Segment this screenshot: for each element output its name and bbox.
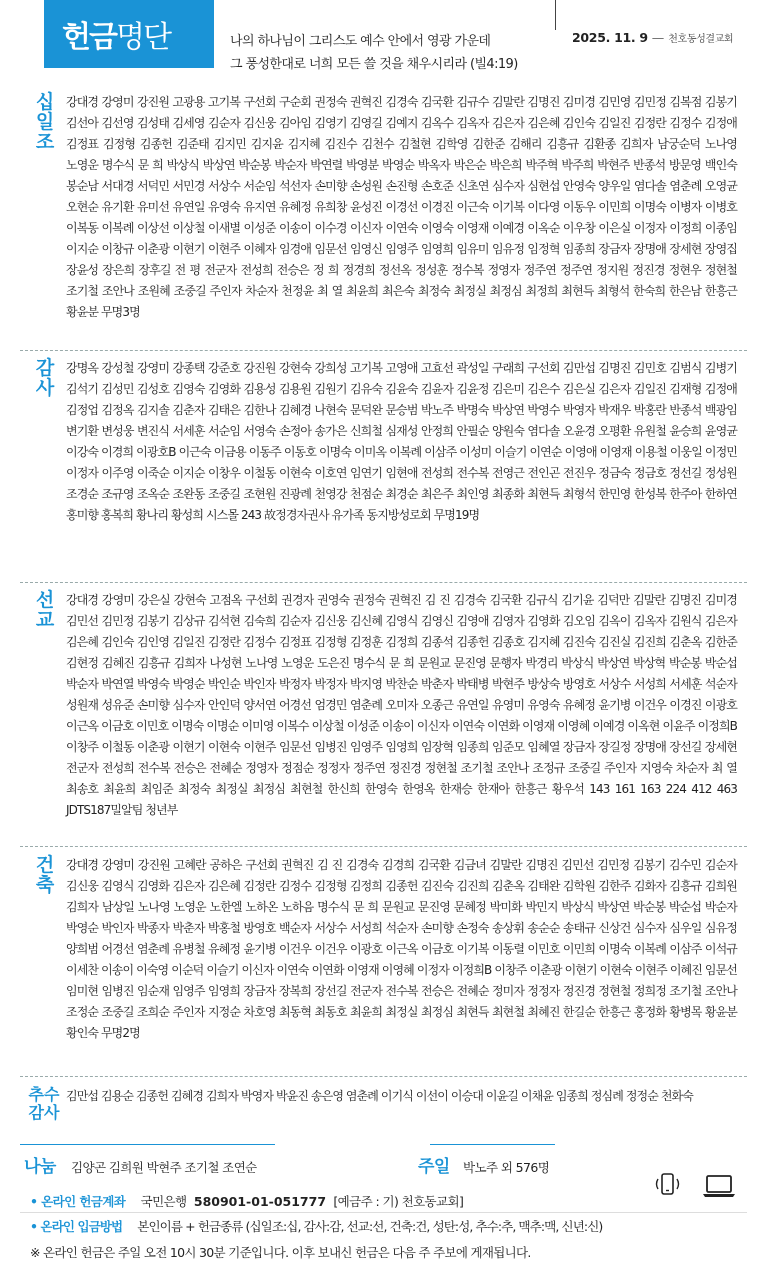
- section-label-thanks: 감사: [35, 357, 55, 399]
- header: [0, 0, 767, 78]
- account-holder: [예금주 : 기) 천호동교회]: [333, 1194, 464, 1209]
- bulletin-date: 2025. 11. 9: [572, 30, 648, 45]
- account-number: 580901-01-051777: [193, 1194, 327, 1209]
- date-dash: —: [651, 30, 665, 45]
- page-title: [44, 0, 214, 68]
- sharing-row: [24, 1152, 257, 1177]
- weekly-label: 주일: [418, 1157, 450, 1177]
- thanks-names: 강명옥 강성철 강영미 강종택 강준호 강진원 강현숙 강희성 고기복 고영애 고효선 곽성일 구래희 구선회 김만섭 김명진 김민호 김범식 김병기 김석기 김성민 김성호 김영숙 김영화 김용성 김용원 김원기 김유숙 김윤숙 김윤자 김윤정 김은미 김은수 김은실 김은자 김일진 김재형 김정애 김정업 김정옥 김지솔 김춘자 김태은 김한나 김혜경 나현숙 문덕완 문승범 박노주 박명숙 박상연 박영수 박영자 박재우 박홍란 반종석 백광임 변기환 변성웅 변진식 서세훈 서순임 서영숙 손정아 송가은 신희철 심재성 안정희 안필순 양원숙 염다솔 오윤경 오평환 유원철 윤승희 윤영균 이강숙 이경희 이광호B 이근숙 이금용 이동주 이동호 이명숙 이미옥 이복례 이삼주 이성미 이슬기 이연순 이영애 이영재 이용철 이웅일 이정민 이정자 이주영 이죽순 이지순 이창우 이철동 이현숙 이호연 임연기 임현애 전성희 전수복 전영근 전인곤 전진우 정금숙 정금호 정선길 정성원 조경순 조규영 조옥순 조완동 조중길 조현원 진광례 천영강 천점순 최경순 최은주 최인영 최종화 최현득 최형석 한민영 한성복 한주아 한하연 홍미향 홍복희 황나리 황성희 시스몰 243 故정경자권사 유가족 동지방성로회 무명19명: [66, 361, 737, 522]
- method-label: • 온라인 입금방법: [30, 1219, 123, 1234]
- title-light: 명단: [115, 20, 170, 55]
- sharing-rule: [20, 1144, 275, 1145]
- divider: [20, 1076, 747, 1077]
- header-divider: [555, 0, 556, 30]
- scripture-verse: [230, 30, 550, 76]
- account-bank: 국민은행: [140, 1194, 187, 1209]
- autumn-names: 김만섭 김용순 김종헌 김혜경 김희자 박영자 박윤진 송은영 염춘례 이기식 이선이 이승대 이윤길 이채윤 임종희 정심례 정정순 천화숙: [66, 1089, 693, 1103]
- church-name: 천호동성결교회: [668, 34, 734, 45]
- account-label: • 온라인 헌금계좌: [30, 1194, 126, 1209]
- section-label-mission: 선교: [35, 589, 55, 631]
- tithe-names: 강대경 강영미 강진원 고광용 고기복 구선회 구순회 권정숙 권혁진 김경숙 김국환 김규수 김말란 김명진 김미경 김민영 김민정 김복점 김봉기 김선아 김선영 김성태 김세영 김순자 김신웅 김아임 김영기 김영길 김예지 김옥수 김옥자 김은자 김은혜 김인숙 김일진 김정란 김정수 김정애 김정표 김정형 김종헌 김준태 김지민 김지윤 김지혜 김진수 김천수 김철현 김학영 김한준 김해리 김흥규 김환종 김희자 남궁순덕 노나영 노영운 명수식 문 희 박상식 박상연 박순봉 박순자 박연렬 박영분 박영순 박옥자 박은순 박은희 박주혁 박주희 박현주 반종석 방문영 백인숙 봉순남 서대경 서덕민 서민경 서상수 서순임 석선자 손미향 손성원 손진형 손호준 신초연 심수자 심현섭 안영숙 양우일 염다솔 염춘례 오영균 오현순 유기환 유미선 유연일 유영숙 유지연 유혜정 유희창 윤성진 이경선 이경진 이근숙 이기복 이다영 이동우 이민희 이명숙 이병자 이병호 이복동 이복례 이상선 이상철 이새별 이성준 이송이 이수경 이신자 이연숙 이영숙 이영재 이예경 이옥순 이우창 이은실 이정자 이정희 이종임 이지순 이창규 이춘광 이현기 이현주 이혜자 임경애 임문선 임영신 임영주 임영희 임유미 임유정 임정혁 임종희 장금자 장명애 장세현 장영집 장윤성 장은희 장후길 전 평 전군자 전성희 전승은 정 희 정경희 정선옥 정성훈 정수복 정영자 정주연 정주연 정지원 정진경 정현우 정현철 조기철 조안나 조원혜 조중길 주인자 차순자 천정윤 최 열 최윤희 최은숙 최정숙 최정실 최정심 최정희 최현득 최형석 한숙희 한은남 한흥근 황윤분 무명3명: [66, 95, 737, 319]
- date-line: [572, 30, 733, 45]
- sharing-names: 김양곤 김희원 박현주 조기철 조연순: [71, 1160, 257, 1175]
- section-label-autumn: [24, 1086, 64, 1122]
- section-thanks: [0, 358, 767, 578]
- divider: [20, 846, 747, 847]
- weekly-rule: [430, 1144, 555, 1145]
- phone-icon: [652, 1170, 682, 1200]
- verse-line-1: 나의 하나님이 그리스도 예수 안에서 영광 가운데: [230, 34, 491, 49]
- autumn-label-line-2: 감사: [28, 1103, 60, 1122]
- online-notice: ※ 온라인 헌금은 주일 오전 10시 30분 기준입니다. 이후 보내신 헌금은 다음 주 주보에 게재됩니다.: [30, 1245, 531, 1260]
- section-label-tithe: 십일조: [35, 91, 55, 153]
- weekly-row: [418, 1152, 549, 1177]
- weekly-names: 박노주 외 576명: [463, 1160, 550, 1175]
- section-building: [0, 855, 767, 1065]
- section-tithe: [0, 92, 767, 342]
- section-label-building: 건축: [35, 854, 55, 896]
- building-names: 강대경 강영미 강진원 고혜란 공하은 구선회 권혁진 김 진 김경숙 김경희 김국환 김금녀 김말란 김명진 김민선 김민정 김봉기 김수민 김순자 김신웅 김영식 김영화 김은자 김은혜 김정란 김정수 김정형 김정희 김종헌 김진숙 김진희 김춘옥 김태완 김학원 김한주 김화자 김흥규 김희원 김희자 남상일 노나영 노영운 노한엘 노하온 노하음 명수식 문 희 문원교 문진영 문혜정 박미화 박민지 박상식 박상연 박순봉 박순섭 박순자 박영순 박인자 박종자 박춘자 박홍철 방영호 백순자 서상수 서성희 석순자 손미향 손정숙 송상휘 송순순 송태규 신상건 심수자 심우일 심유정 양희범 어경선 염춘례 유병철 유혜정 윤기병 이건우 이건우 이광호 이근옥 이금호 이기복 이동렬 이민호 이민희 이명숙 이복례 이삼주 이석규 이세찬 이송이 이숙영 이순덕 이슬기 이신자 이연숙 이연화 이영재 이영혜 이정자 이정희B 이창주 이춘광 이현기 이현숙 이현주 이혜진 임문선 임미현 임병진 임순재 임영주 임영희 장금자 장복희 장선길 전군자 전수복 전승은 전혜순 정미자 정정자 정진경 정현철 정희정 조기철 조안나 조정순 조중길 조희순 주인자 지정순 차호영 최동혁 최동호 최윤희 최정실 최정심 최현득 최현철 최혜진 한길순 한흥근 홍정화 황병목 황윤분 황인숙 무명2명: [66, 858, 737, 1040]
- section-mission: [0, 590, 767, 840]
- account-row: [30, 1192, 463, 1210]
- divider: [20, 350, 747, 351]
- section-autumn-thanks: [0, 1086, 767, 1136]
- footer-rule: [20, 1212, 747, 1213]
- method-text: 본인이름 + 헌금종류 (십일조:십, 감사:감, 선교:선, 건축:건, 성탄:성, 추수:추, 맥추:맥, 신년:신): [137, 1219, 603, 1234]
- method-row: [30, 1217, 602, 1235]
- laptop-icon: [700, 1172, 738, 1200]
- sharing-label: 나눔: [24, 1157, 56, 1177]
- verse-line-2: 그 풍성한대로 너희 모든 쓸 것을 채우시리라 (빌4:19): [230, 57, 518, 72]
- autumn-label-line-1: 추수: [28, 1085, 60, 1104]
- mission-names: 강대경 강영미 강은실 강현숙 고점옥 구선회 권경자 권영숙 권정숙 권혁진 김 진 김경숙 김국환 김규식 김기윤 김덕만 김말란 김명진 김미경 김민선 김민정 김봉기 김상규 김석현 김숙희 김순자 김신웅 김신혜 김영식 김영신 김영애 김영자 김영화 김오임 김옥이 김옥자 김원식 김은자 김은혜 김인숙 김인영 김일진 김정란 김정수 김정표 김정형 김정훈 김정희 김종석 김종헌 김종호 김지혜 김진숙 김진실 김진희 김춘옥 김한준 김현정 김혜진 김흥규 김희자 나성현 노나영 노영운 도은진 명수식 문 희 문원교 문진영 문행자 박경리 박상식 박상연 박상혁 박순봉 박순섭 박순자 박연열 박영숙 박영순 박인순 박인자 박정자 박정자 박지영 박찬순 박춘자 박태병 박현주 방상숙 방영호 서상수 서성희 서세훈 석순자 성원재 성유준 손미향 심수자 안인덕 양서연 어경선 엄경민 염춘례 오미자 오종근 유연일 유영미 유영숙 유혜정 윤기병 이건우 이경진 이광호 이근옥 이금호 이민호 이명숙 이명순 이미영 이복수 이상철 이성준 이송이 이신자 이연숙 이연화 이영재 이영혜 이예경 이옥현 이윤주 이정희B 이창주 이철동 이춘광 이현기 이현숙 이현주 임문선 임병진 임영주 임영희 임장혁 임종희 임준모 임혜열 장금자 장길정 장명애 장선길 장세현 전군자 전성희 전수복 전승은 전혜순 정영자 정점순 정정자 정주연 정진경 정현철 조기철 조안나 조정규 조중길 주인자 지영숙 차순자 최 열 최송호 최윤희 최임준 최정숙 최정실 최정심 최현철 한신희 한영숙 한영옥 한재승 한재아 한흥근 황우석 143 161 163 224 412 463 JDTS187밀알팀 청년부: [66, 593, 737, 817]
- divider: [20, 582, 747, 583]
- title-strong: 헌금: [62, 20, 116, 55]
